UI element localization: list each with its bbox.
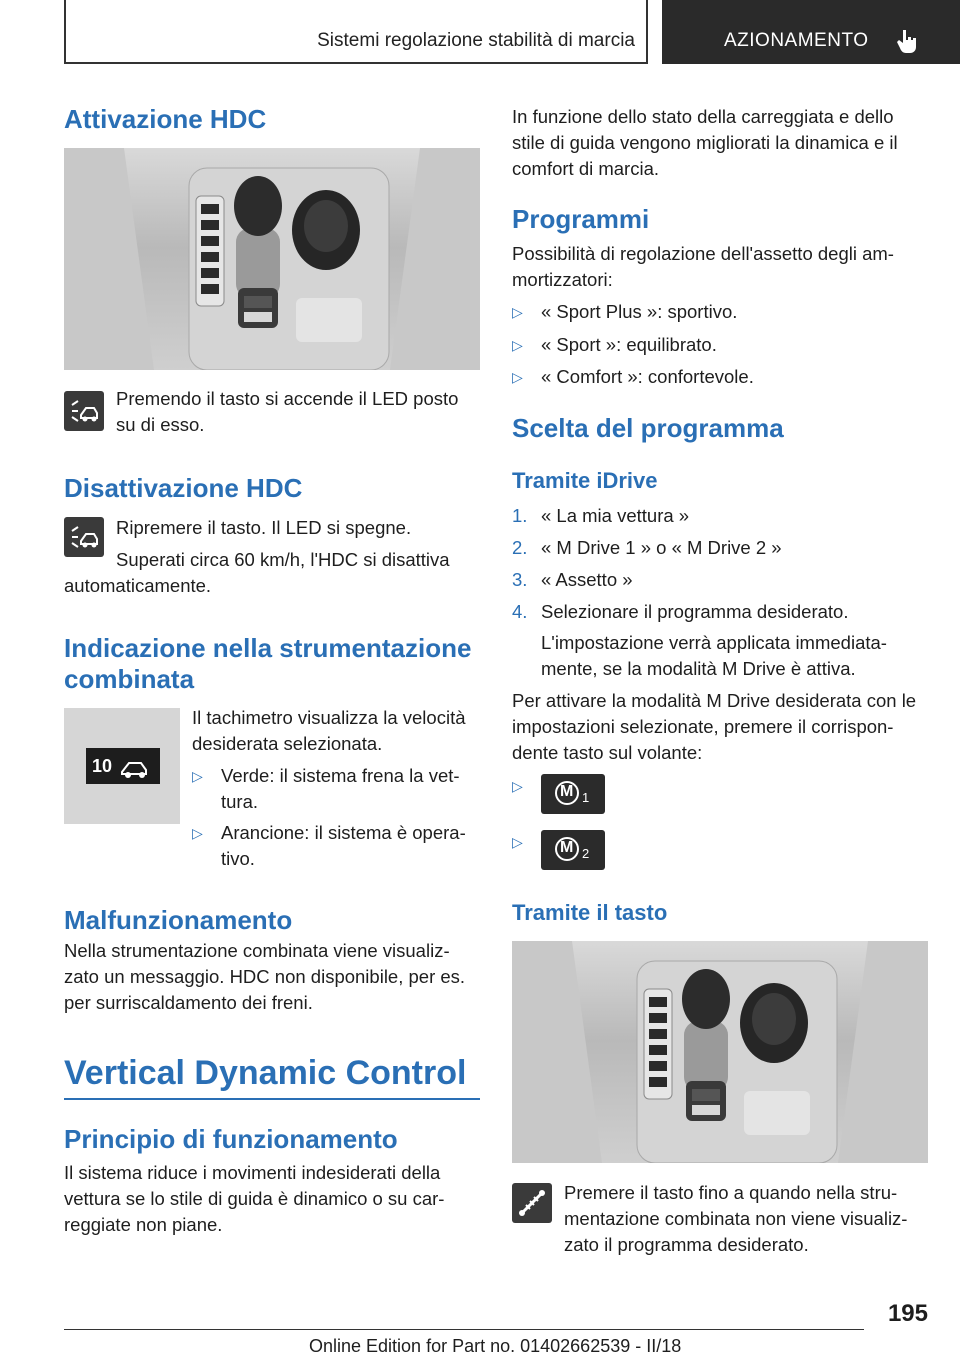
car-descent-icon — [118, 754, 158, 780]
intro-text: In funzione dello stato della carreggiata e dello stile di guida vengono migliorati la dinamica e il comfort di marcia. — [512, 106, 898, 179]
display-bullet-green: Verde: il sistema frena la vet‐tura. — [221, 765, 460, 812]
principle-text: Il sistema riduce i movimenti indesiderati della vettura se lo stile di guida è dinamico o su car‐reggiate non piane. — [64, 1162, 445, 1235]
step-number: 1. — [512, 505, 528, 526]
idrive-heading: Tramite iDrive — [512, 468, 658, 493]
section-title: Sistemi regolazione stabilità di marcia — [317, 30, 635, 51]
hdc-off-text1: Ripremere il tasto. Il LED si spegne. — [116, 517, 412, 538]
step-text: « M Drive 1 » o « M Drive 2 » — [541, 537, 782, 558]
speed-display-icon — [86, 748, 160, 784]
bullet-icon: ▷ — [512, 834, 523, 850]
m1-letter: M — [560, 783, 574, 800]
vdc-heading-rule — [64, 1098, 480, 1100]
hdc-car-descent-icon — [64, 391, 104, 431]
bullet-icon: ▷ — [192, 768, 203, 784]
hdc-on-text: Premendo il tasto si accende il LED posto su di esso. — [116, 388, 459, 435]
vdc-heading: Vertical Dynamic Control — [64, 1054, 467, 1092]
bullet-icon: ▷ — [192, 825, 203, 841]
choice-heading: Scelta del programma — [512, 413, 784, 443]
button-text: Premere il tasto fino a quando nella stru‐mentazione combinata non viene visualiz‐zato il programma desiderato. — [564, 1182, 908, 1255]
center-console-drawing — [512, 941, 928, 1163]
edition-text: Online Edition for Part no. 01402662539 - II/18 — [309, 1336, 682, 1356]
principle-heading: Principio di funzionamento — [64, 1124, 398, 1154]
m2-letter: M — [560, 839, 574, 856]
programs-text: Possibilità di regolazione dell'assetto degli am‐mortizzatori: — [512, 243, 894, 290]
step-number: 2. — [512, 537, 528, 558]
display-bullet-orange: Arancione: il sistema è opera‐tivo. — [221, 822, 466, 869]
shock-absorber-icon — [512, 1183, 552, 1223]
step-text: « Assetto » — [541, 569, 633, 590]
footer-rule — [64, 1329, 864, 1330]
program-sport-plus: « Sport Plus »: sportivo. — [541, 301, 738, 322]
malfunction-text: Nella strumentazione combinata viene visualiz‐zato un messaggio. HDC non disponibile, per es. per surriscaldamento dei freni. — [64, 940, 466, 1013]
speed-display-value: 10 — [92, 756, 113, 776]
speed-display-image — [64, 708, 180, 824]
hdc-on-heading: Attivazione HDC — [64, 104, 267, 134]
hand-pointer-icon — [896, 28, 918, 54]
step-text: « La mia vettura » — [541, 505, 690, 526]
display-heading: Indicazione nella strumentazione combinata — [64, 633, 472, 694]
bullet-icon: ▷ — [512, 369, 523, 385]
hdc-button-icon — [64, 391, 104, 431]
center-console-drawing — [64, 148, 480, 370]
hdc-off-text2: Superati circa 60 km/h, l'HDC si disattiva automaticamente. — [64, 549, 450, 596]
mdrive-text: Per attivare la modalità M Drive desiderata con le impostazioni selezionate, premere il corrispon‐dente tasto sul volante: — [512, 690, 917, 763]
m1-sub: 1 — [582, 790, 590, 805]
m2-sub: 2 — [582, 846, 590, 861]
display-text: Il tachimetro visualizza la velocità desiderata selezionata. — [192, 707, 466, 754]
step-number: 4. — [512, 601, 528, 622]
hdc-off-heading: Disattivazione HDC — [64, 473, 303, 503]
step-text: Selezionare il programma desiderato. — [541, 601, 849, 622]
center-console-photo — [64, 148, 480, 370]
program-comfort: « Comfort »: confortevole. — [541, 366, 754, 387]
bullet-icon: ▷ — [512, 337, 523, 353]
page-number: 195 — [887, 1300, 928, 1327]
program-sport: « Sport »: equilibrato. — [541, 334, 717, 355]
programs-heading: Programmi — [512, 204, 650, 234]
bullet-icon: ▷ — [512, 304, 523, 320]
step-number: 3. — [512, 569, 528, 590]
step4-note: L'impostazione verrà applicata immediata‐mente, se la modalità M Drive è attiva. — [541, 632, 887, 679]
center-console-photo — [512, 941, 928, 1163]
chapter-tab-label: AZIONAMENTO — [724, 30, 869, 51]
m2-button-icon — [541, 830, 605, 870]
m1-button-icon — [541, 774, 605, 814]
suspension-button-icon — [512, 1183, 552, 1223]
bullet-icon: ▷ — [512, 778, 523, 794]
button-heading: Tramite il tasto — [512, 900, 668, 925]
malfunction-heading: Malfunzionamento — [64, 905, 293, 935]
